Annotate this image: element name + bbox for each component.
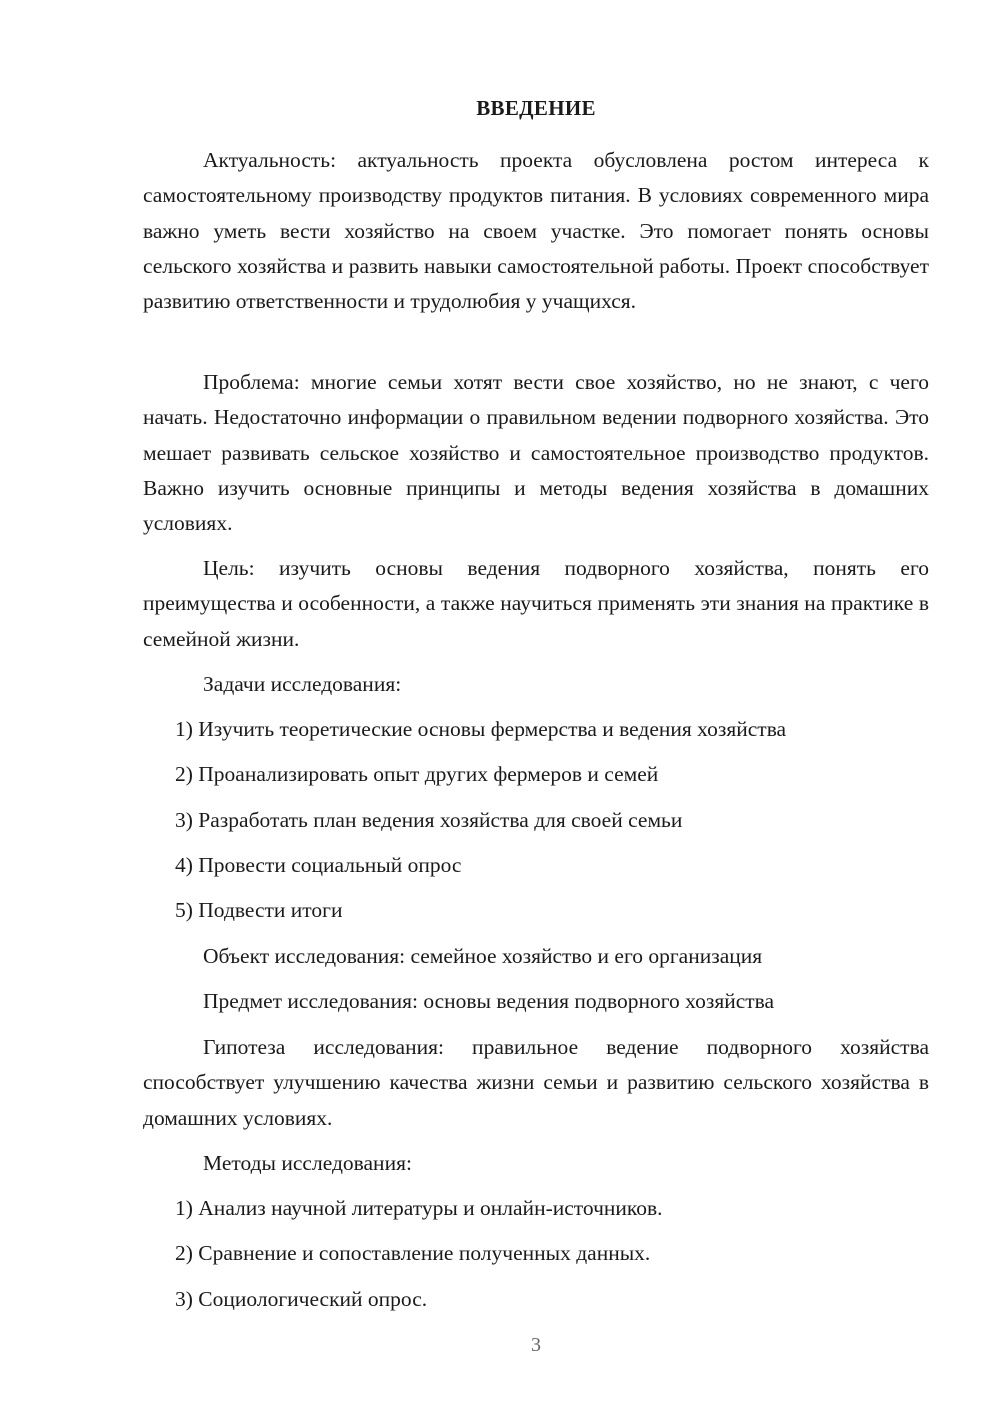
- page-number: 3: [531, 1334, 541, 1356]
- hypothesis-paragraph: Гипотеза исследования: правильное ведение подворного хозяйства способствует улучшению качества жизни семьи и развитию сельского хозяйства в домашних условиях.: [143, 1035, 929, 1130]
- goal-paragraph: Цель: изучить основы ведения подворного хозяйства, понять его преимущества и особенности, а также научиться применять эти знания на практике в семейной жизни.: [143, 556, 929, 651]
- research-object: Объект исследования: семейное хозяйство и его организация: [203, 944, 763, 968]
- task-item: 2) Проанализировать опыт других фермеров и семей: [175, 762, 659, 786]
- research-subject: Предмет исследования: основы ведения подворного хозяйства: [203, 989, 775, 1013]
- method-item: 1) Анализ научной литературы и онлайн-источников.: [175, 1196, 663, 1220]
- page-title: ВВЕДЕНИЕ: [476, 96, 596, 120]
- relevance-paragraph: Актуальность: актуальность проекта обусловлена ростом интереса к самостоятельному производству продуктов питания. В условиях современного мира важно уметь вести хозяйство на своем участке. Это помогает понять основы сельского хозяйства и развить навыки самостоятельной работы. Проект способствует развитию ответственности и трудолюбия у учащихся.: [143, 148, 929, 314]
- task-item: 3) Разработать план ведения хозяйства для своей семьи: [175, 808, 683, 832]
- method-item: 2) Сравнение и сопоставление полученных данных.: [175, 1241, 651, 1265]
- task-item: 1) Изучить теоретические основы фермерства и ведения хозяйства: [175, 717, 787, 741]
- method-item: 3) Социологический опрос.: [175, 1287, 428, 1311]
- tasks-heading: Задачи исследования:: [203, 672, 402, 696]
- task-item: 5) Подвести итоги: [175, 898, 343, 922]
- problem-paragraph: Проблема: многие семьи хотят вести свое хозяйство, но не знают, с чего начать. Недостаточно информации о правильном ведении подворного хозяйства. Это мешает развивать сельское хозяйство и самостоятельное производство продуктов. Важно изучить основные принципы и методы ведения хозяйства в домашних условиях.: [143, 370, 929, 536]
- task-item: 4) Провести социальный опрос: [175, 853, 462, 877]
- methods-heading: Методы исследования:: [203, 1151, 412, 1175]
